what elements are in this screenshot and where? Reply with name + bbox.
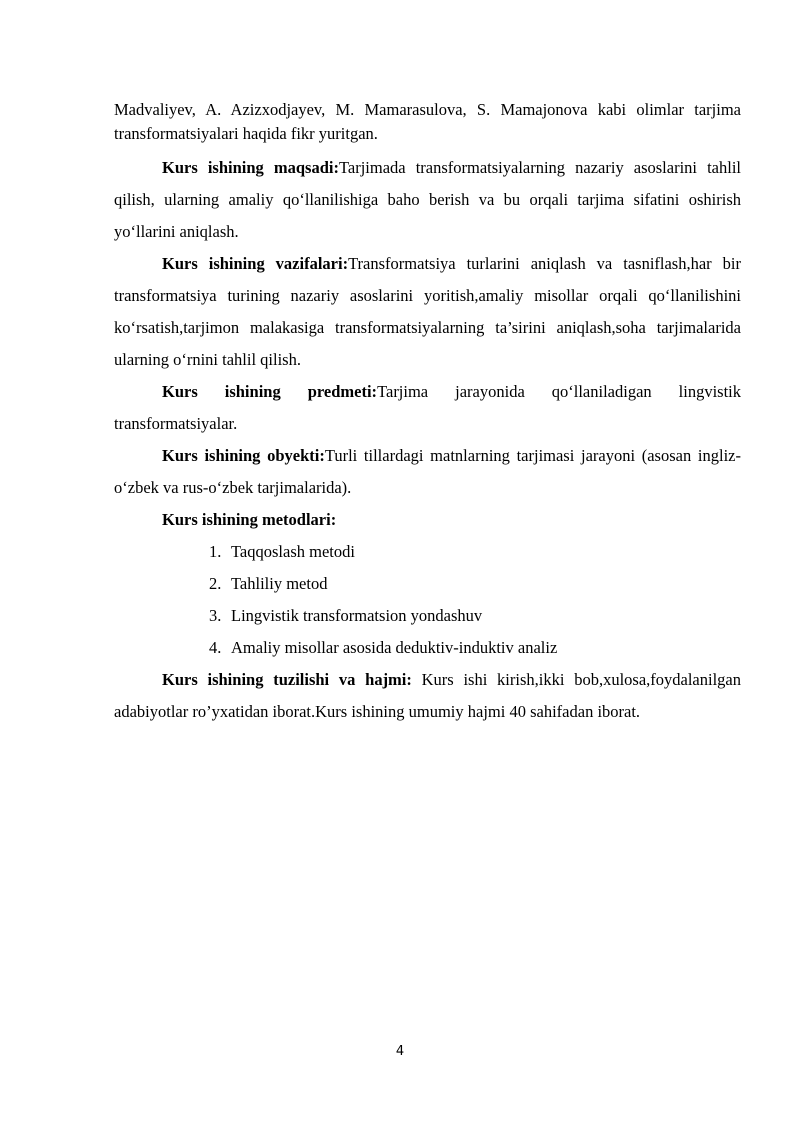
- list-item-text: Taqqoslash metodi: [231, 542, 355, 561]
- list-item-number: 3.: [209, 606, 222, 625]
- list-item: [209, 632, 741, 664]
- list-item-text: Lingvistik transformatsion yondashuv: [231, 606, 483, 625]
- object-text: Turli tillardagi matnlarning tarjimasi jarayoni (asosan ingliz-o‘zbek va rus-o‘zbek tarjimalarida).: [114, 446, 741, 497]
- list-item-text: Amaliy misollar asosida deduktiv-induktiv analiz: [231, 638, 558, 657]
- document-body: [114, 98, 741, 728]
- list-item-number: 2.: [209, 574, 222, 593]
- intro-paragraph: Madvaliyev, A. Azizxodjayev, M. Mamarasulova, S. Mamajonova kabi olimlar tarjima transformatsiyalari haqida fikr yuritgan.: [114, 100, 741, 143]
- goal-text: Tarjimada transformatsiyalarning nazariy asoslarini tahlil qilish, ularning amaliy qo‘llanilishiga baho berish va bu orqali tarjima sifatini oshirish yo‘llarini aniqlash.: [114, 158, 741, 241]
- subject-text: Tarjima jarayonida qo‘llaniladigan lingvistik transformatsiyalar.: [114, 382, 741, 433]
- structure-paragraph: [114, 664, 741, 728]
- object-paragraph: [114, 440, 741, 504]
- list-item-number: 1.: [209, 542, 222, 561]
- methods-label: Kurs ishining metodlari:: [162, 510, 337, 529]
- list-item-number: 4.: [209, 638, 222, 657]
- methods-heading: [114, 504, 741, 536]
- tasks-label: Kurs ishining vazifalari:: [162, 254, 349, 273]
- tasks-text: Transformatsiya turlarini aniqlash va tasniflash,har bir transformatsiya turining nazariy asoslarini yoritish,amaliy misollar orqali qo‘llanilishini ko‘rsatish,tarjimon malakasiga transformatsiyalarning ta’sirini aniqlash,soha tarjimalarida ularning o‘rnini tahlil qilish.: [114, 254, 741, 369]
- list-item-text: Tahliliy metod: [231, 574, 328, 593]
- structure-label: Kurs ishining tuzilishi va hajmi:: [162, 670, 412, 689]
- list-item: [209, 536, 741, 568]
- subject-label: Kurs ishining predmeti:: [162, 382, 378, 401]
- goal-paragraph: [114, 152, 741, 248]
- page-number: 4: [395, 1044, 405, 1059]
- tasks-paragraph: [114, 248, 741, 376]
- goal-label: Kurs ishining maqsadi:: [162, 158, 339, 177]
- list-item: [209, 568, 741, 600]
- subject-paragraph: [114, 376, 741, 440]
- object-label: Kurs ishining obyekti:: [162, 446, 325, 465]
- structure-text: Kurs ishi kirish,ikki bob,xulosa,foydalanilgan adabiyotlar ro’yxatidan iborat.Kurs ishining umumiy hajmi 40 sahifadan iborat.: [114, 670, 741, 721]
- methods-list: [114, 536, 741, 664]
- list-item: [209, 600, 741, 632]
